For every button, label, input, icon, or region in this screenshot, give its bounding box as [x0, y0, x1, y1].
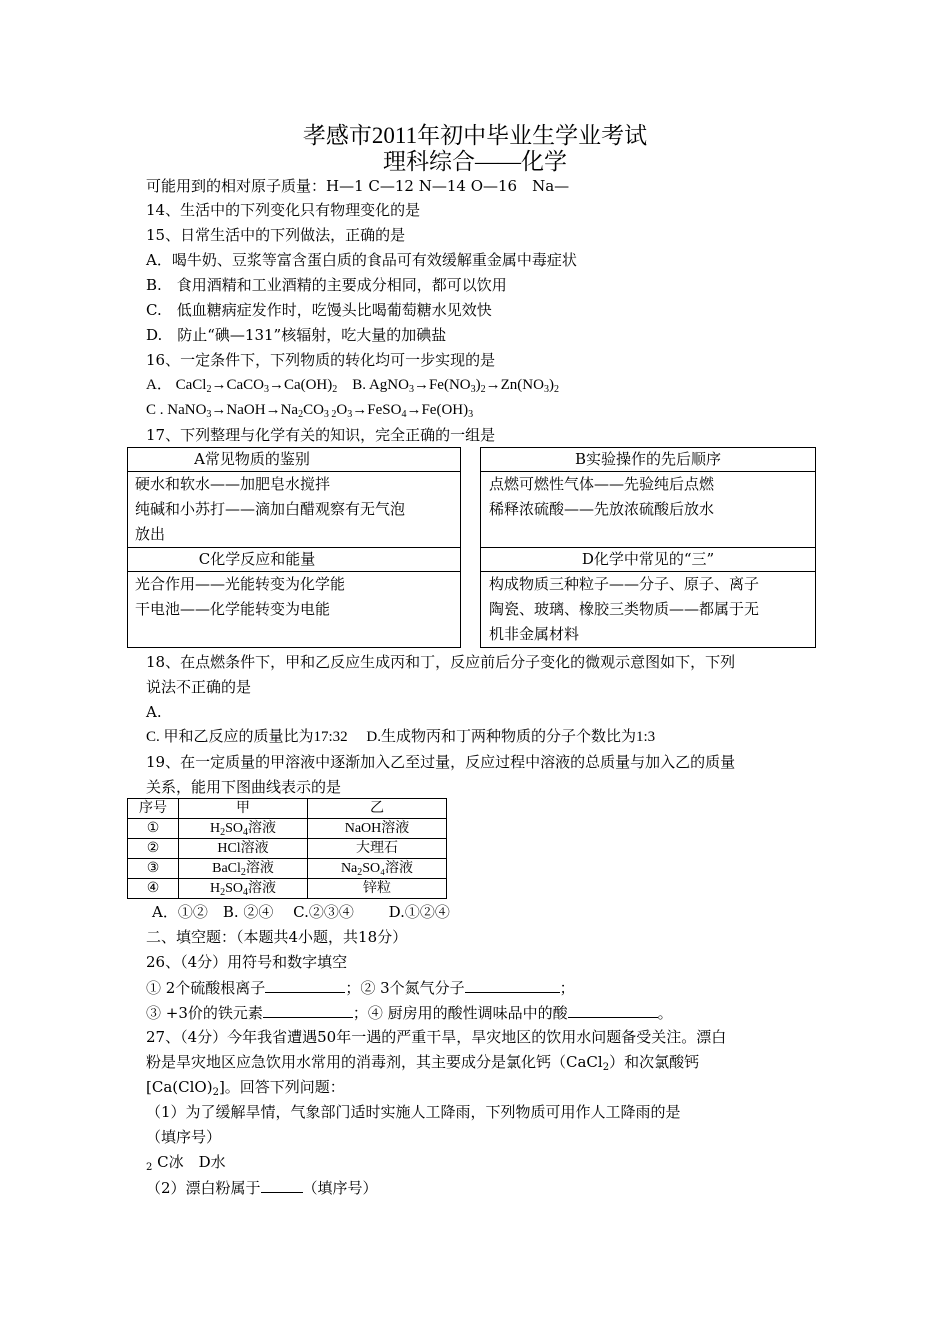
cell-c-head: C化学反应和能量: [198, 550, 316, 568]
cell-d-line1: 构成物质三种粒子——分子、原子、离子: [489, 575, 760, 593]
question-15-option-d: D. 防止“碘—131”核辐射，吃大量的加碘盐: [146, 326, 447, 344]
question-15-option-b: B. 食用酒精和工业酒精的主要成分相同，都可以饮用: [146, 276, 507, 294]
question-19-options: A．①② B. ②④ C.②③④ D.①②④: [152, 903, 450, 921]
answer-blank[interactable]: [568, 1002, 658, 1018]
question-16-options-ab: A． $CaCl_2\to CaCO_3\to Ca(OH)_2$ B. $AgNO_3\to Fe(NO_3)_2\to Zn(NO_3)_2$: [146, 377, 559, 395]
option-b-label: B.: [352, 377, 367, 393]
question-18-stem-1: 18、在点燃条件下，甲和乙反应生成丙和丁，反应前后分子变化的微观示意图如下，下列: [146, 653, 736, 671]
cell-a-head: A常见物质的鉴别: [194, 450, 310, 468]
table-row: ④ $H_2SO_4$溶液 锌粒: [128, 879, 447, 899]
header-jia: 甲: [179, 799, 308, 819]
cell-d-head: D化学中常见的“三”: [581, 550, 715, 568]
header-number: 序号: [128, 799, 179, 819]
exam-title: 孝感市2011年初中毕业生学业考试: [302, 123, 648, 148]
answer-blank[interactable]: [261, 1177, 303, 1193]
question-19-stem-2: 关系，能用下图曲线表示的是: [146, 778, 342, 796]
question-27-line-2: 粉是旱灾地区应急饮用水常用的消毒剂，其主要成分是氯化钙（CaCl$_2$）和次氯酸钙: [146, 1053, 700, 1073]
cell-c-line1: 光合作用——光能转变为化学能: [135, 575, 346, 593]
table-row: ③ BaCl$_2$溶液 $Na_2SO_4$溶液: [128, 859, 447, 879]
table-row: ② HCl溶液 大理石: [128, 839, 447, 859]
question-14: 14、生活中的下列变化只有物理变化的是: [146, 201, 421, 219]
question-27-part-1: （1）为了缓解旱情，气象部门适时实施人工降雨，下列物质可用作人工降雨的是: [146, 1103, 681, 1121]
question-18-stem-2: 说法不正确的是: [146, 678, 252, 696]
atomic-masses: 可能用到的相对原子质量：H—1 C—12 N—14 O—16 Na—: [146, 177, 570, 195]
cell-a-line3: 放出: [135, 525, 166, 543]
question-15-option-c: C. 低血糖病症发作时，吃馒头比喝葡萄糖水见效快: [146, 301, 492, 319]
cell-a-line2: 纯碱和小苏打——滴加白醋观察有无气泡: [135, 500, 406, 518]
question-19-table: [127, 798, 447, 899]
answer-blank[interactable]: [263, 1002, 353, 1018]
question-26-stem: 26、（4分）用符号和数字填空: [146, 953, 348, 971]
option-c-label: C .: [146, 402, 164, 418]
question-15-stem: 15、日常生活中的下列做法，正确的是: [146, 226, 406, 244]
question-19-stem-1: 19、在一定质量的甲溶液中逐渐加入乙至过量，反应过程中溶液的总质量与加入乙的质量: [146, 753, 736, 771]
question-18-option-a: A.: [146, 703, 162, 721]
question-27-line-3: $[Ca(ClO)_2]$。回答下列问题：: [146, 1078, 345, 1098]
cell-c-line2: 干电池——化学能转变为电能: [135, 600, 331, 618]
question-26-line-1: ① 2个硫酸根离子 ；② 3个氮气分子 ；: [146, 979, 575, 997]
cell-a-line1: 硬水和软水——加肥皂水搅拌: [135, 475, 331, 493]
question-26-line-2: ③ +3价的铁元素 ；④ 厨房用的酸性调味品中的酸 。: [146, 1004, 673, 1022]
answer-blank[interactable]: [465, 977, 560, 993]
option-a-label: A．: [146, 377, 172, 393]
header-yi: 乙: [308, 799, 447, 819]
table-row: ① $H_2SO_4$溶液 NaOH溶液: [128, 819, 447, 839]
cell-b-line1: 点燃可燃性气体——先验纯后点燃: [489, 475, 715, 493]
answer-blank[interactable]: [265, 977, 345, 993]
question-17-stem: 17、下列整理与化学有关的知识，完全正确的一组是: [146, 426, 496, 444]
cell-d-line3: 机非金属材料: [489, 625, 580, 643]
cell-b-head: B实验操作的先后顺序: [574, 450, 722, 468]
cell-b-line2: 稀释浓硫酸——先放浓硫酸后放水: [489, 500, 715, 518]
cell-d-line2: 陶瓷、玻璃、橡胶三类物质——都属于无: [489, 600, 760, 618]
question-16-options-cd: C . $NaNO_3\to NaOH\to Na_2CO_{3 2}O_3\to FeSO_4\to Fe(OH)_3$: [146, 402, 474, 420]
exam-subtitle: 理科综合——化学: [383, 149, 567, 174]
section-2-heading: 二、填空题：（本题共4小题，共18分）: [146, 928, 408, 946]
question-27-part-1-note: （填序号）: [146, 1128, 222, 1146]
question-27-options: $_2$ C冰 D水: [146, 1153, 226, 1173]
table-header-row: [128, 799, 447, 819]
question-27-part-2: （2）漂白粉属于 （填序号）: [146, 1179, 378, 1197]
question-16-stem: 16、一定条件下，下列物质的转化均可一步实现的是: [146, 351, 496, 369]
question-17-table: [127, 447, 816, 648]
question-27-line-1: 27、（4分）今年我省遭遇50年一遇的严重干旱，旱灾地区的饮用水问题备受关注。漂白: [146, 1028, 727, 1046]
question-18-options-cd: C. 甲和乙反应的质量比为17:32 D.生成物丙和丁两种物质的分子个数比为1:3: [146, 729, 656, 745]
question-15-option-a: A．喝牛奶、豆浆等富含蛋白质的食品可有效缓解重金属中毒症状: [146, 251, 577, 269]
